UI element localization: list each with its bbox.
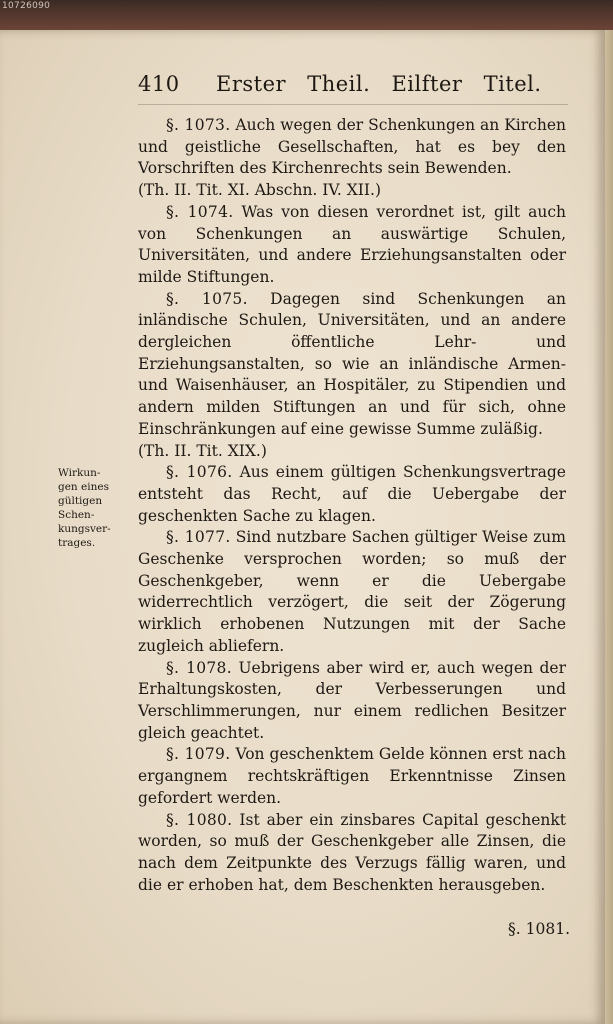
paragraph-1078 <box>138 658 566 745</box>
margin-note-line: Wirkun- <box>58 467 101 479</box>
reference-line <box>138 441 566 463</box>
header-rule <box>138 104 568 105</box>
page-edge-shadow <box>605 30 613 1024</box>
paragraph-1074 <box>138 202 566 289</box>
paragraph-text: Von geschenktem Gelde können erst nach ergangnem rechtskräftigen Erkenntnisse Zinsen gefordert werden. <box>138 745 566 807</box>
running-header <box>138 72 568 102</box>
margin-note-line: trages. <box>58 537 96 549</box>
paragraph-1077 <box>138 527 566 657</box>
paragraph-text: Auch wegen der Schenkungen an Kirchen und geistliche Gesellschaften, hat es bey den Vorschriften des Kirchenrechts sein Bewenden. <box>138 116 566 178</box>
reference-text: (Th. II. Tit. XI. Abschn. IV. XII.) <box>138 181 381 200</box>
reference-line <box>138 180 566 202</box>
paragraph-text: Aus einem gültigen Schenkungsvertrage entsteht das Recht, auf die Uebergabe der geschenkten Sache zu klagen. <box>138 463 566 525</box>
catchword: §. 1081. <box>508 920 570 938</box>
paragraph-text: Uebrigens aber wird er, auch wegen der Erhaltungskosten, der Verbesserungen und Verschlimmerungen, nur einem redlichen Besitzer gleich geachtet. <box>138 658 566 742</box>
section-number: §. 1079. <box>166 745 231 764</box>
margin-note-line: gültigen <box>58 495 103 507</box>
running-title: Erster Theil. Eilfter Titel. <box>216 72 542 96</box>
section-number: §. 1077. <box>166 528 231 547</box>
paragraph-1079 <box>138 744 566 809</box>
section-number: §. 1078. <box>166 658 232 677</box>
paragraph-1080 <box>138 810 566 897</box>
margin-note-line: kungsver- <box>58 523 111 535</box>
scan-id-label: 10726090 <box>2 1 51 11</box>
paragraph-text: Dagegen sind Schenkungen an inländische Schulen, Universitäten, und an andere dergleichen öffentliche Lehr- und Erziehungsanstalten, so wie an inländische Armen- und Waisenhäuser, an Hospitäler, zu Stipendien und andern milden Stiftungen an und für sich, ohne Einschränkungen auf eine gewisse Summe zuläßig. <box>138 289 566 438</box>
margin-note-line: Schen- <box>58 509 95 521</box>
margin-note-line: gen eines <box>58 481 109 493</box>
paragraph-1075 <box>138 289 566 441</box>
paragraph-1076 <box>138 462 566 527</box>
paragraph-1073 <box>138 115 566 180</box>
section-number: §. 1076. <box>166 463 233 482</box>
body-text <box>138 115 566 896</box>
reference-text: (Th. II. Tit. XIX.) <box>138 441 267 460</box>
section-number: §. 1075. <box>166 289 248 308</box>
book-binding <box>0 0 613 30</box>
margin-note <box>58 466 128 550</box>
paragraph-text: Sind nutzbare Sachen gültiger Weise zum Geschenke versprochen worden; so muß der Geschenkgeber, wenn er die Uebergabe widerrechtlich verzögert, die seit der Zögerung wirklich erhobenen Nutzungen mit der Sache zugleich abliefern. <box>138 528 566 655</box>
section-number: §. 1074. <box>166 202 234 221</box>
paragraph-text: Was von diesen verordnet ist, gilt auch von Schenkungen an auswärtige Schulen, Universitäten, und andere Erziehungsanstalten oder milde Stiftungen. <box>138 202 566 286</box>
paragraph-text: Ist aber ein zinsbares Capital geschenkt worden, so muß der Geschenkgeber alle Zinsen, die nach dem Zeitpunkte des Verzugs fällig waren, und die er erhoben hat, dem Beschenkten herausgeben. <box>138 810 566 894</box>
page-number: 410 <box>138 72 180 96</box>
section-number: §. 1073. <box>166 116 231 134</box>
section-number: §. 1080. <box>166 810 233 829</box>
